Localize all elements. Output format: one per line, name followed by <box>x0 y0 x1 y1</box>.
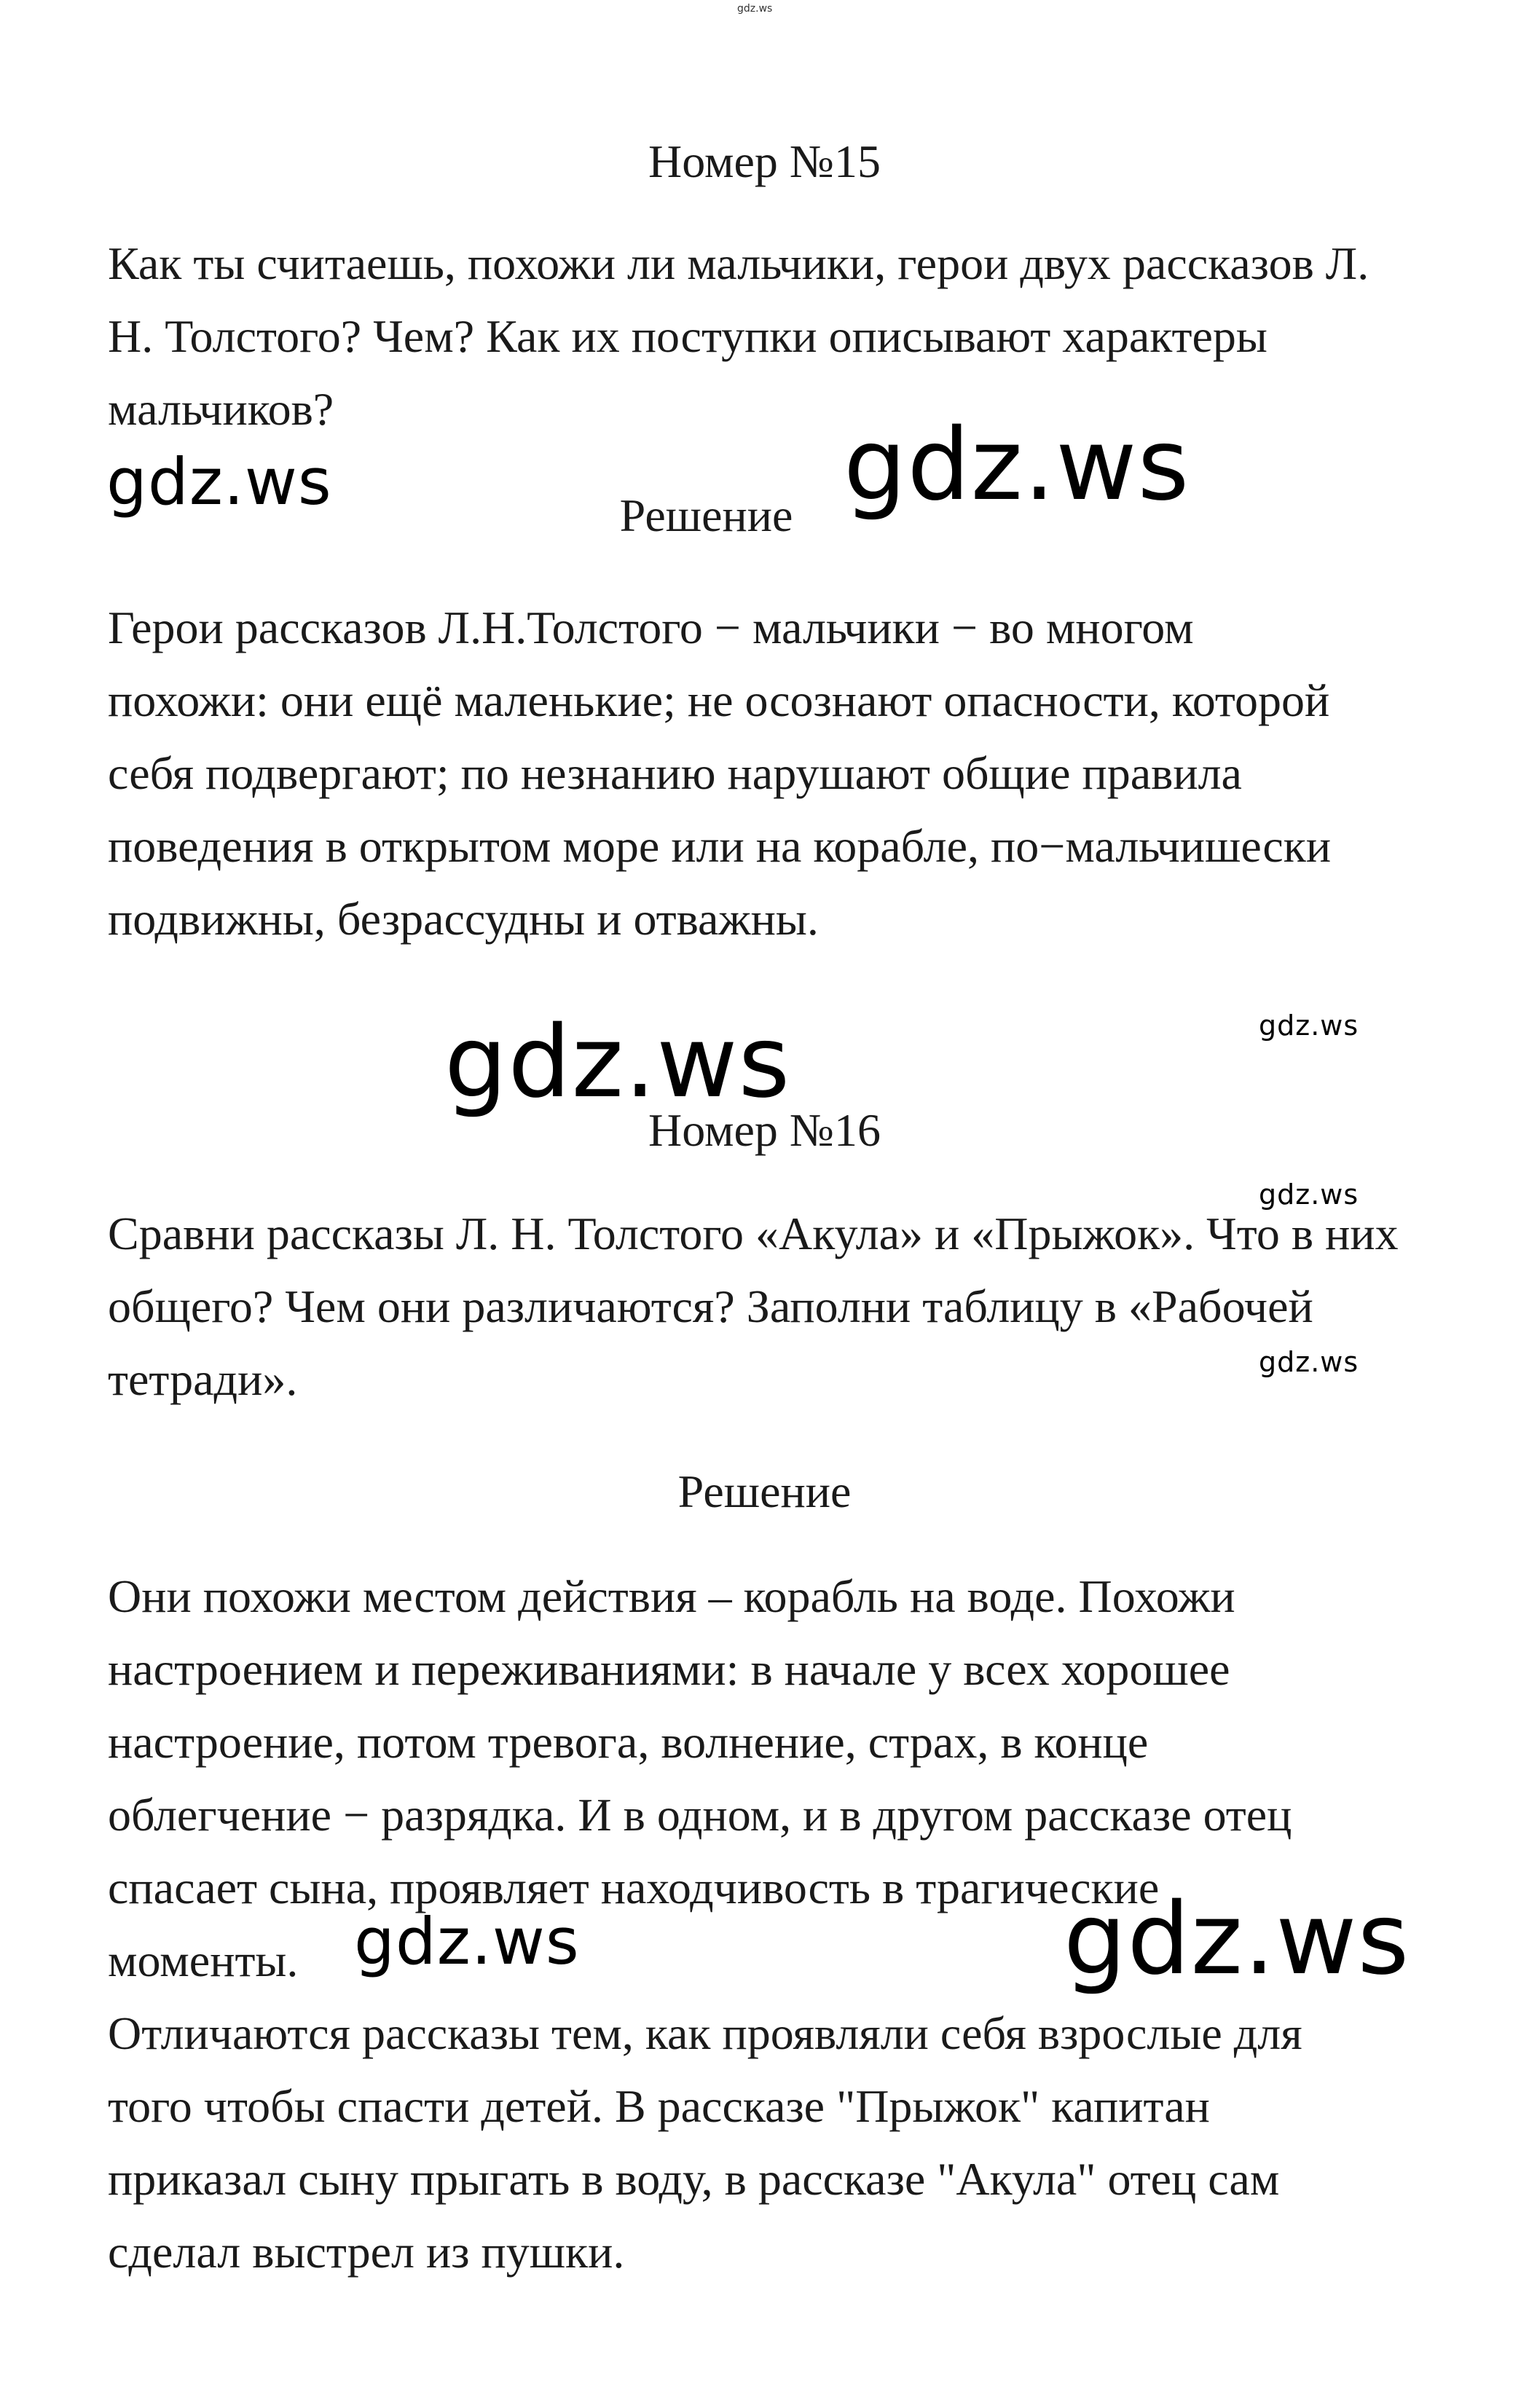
watermark: gdz.ws <box>1259 1010 1359 1042</box>
watermark-top: gdz.ws <box>737 3 773 15</box>
watermark: gdz.ws <box>1064 1882 1410 1997</box>
section-15-answer: Герои рассказов Л.Н.Толстого − мальчики − во многом похожи: они ещё маленькие; не осознают опасности, которой себя подвергают; по незнанию нарушают общие правила поведения в открытом море или на корабле, по−мальчишески подвижны, безрассудны и отважны. <box>108 602 1332 945</box>
section-16-answer-part2: Отличаются рассказы тем, как проявляли себя взрослые для того чтобы спасти детей. В рассказе "Прыжок" капитан приказал сыну прыгать в воду, в рассказе "Акула" отец сам сделал выстрел из пушки. <box>108 2007 1302 2278</box>
section-16-title: Номер №16 <box>648 1104 881 1156</box>
watermark: gdz.ws <box>1259 1179 1359 1211</box>
section-16-solution-label: Решение <box>677 1465 852 1517</box>
watermark: gdz.ws <box>844 408 1190 523</box>
section-15-solution-label: Решение <box>619 489 793 541</box>
watermark: gdz.ws <box>1259 1346 1359 1378</box>
watermark: gdz.ws <box>106 444 332 519</box>
section-15-question: Как ты считаешь, похожи ли мальчики, герои двух рассказов Л. Н. Толстого? Чем? Как их поступки описывают характеры мальчиков? <box>108 237 1369 435</box>
watermark: gdz.ws <box>444 1005 791 1120</box>
section-16-answer-part1: Они похожи местом действия – корабль на воде. Похожи настроением и переживаниями: в начале у всех хорошее настроение, потом тревога, волнение, страх, в конце облегчение − разрядка. И в одном, и в другом рассказе отец спасает сына, проявляет находчивость в трагические моменты. <box>108 1570 1292 1986</box>
section-16-question: Сравни рассказы Л. Н. Толстого «Акула» и «Прыжок». Что в них общего? Чем они различаются? Заполни таблицу в «Рабочей тетради». <box>108 1208 1399 1405</box>
watermark: gdz.ws <box>354 1904 580 1979</box>
section-15-title: Номер №15 <box>648 135 881 187</box>
